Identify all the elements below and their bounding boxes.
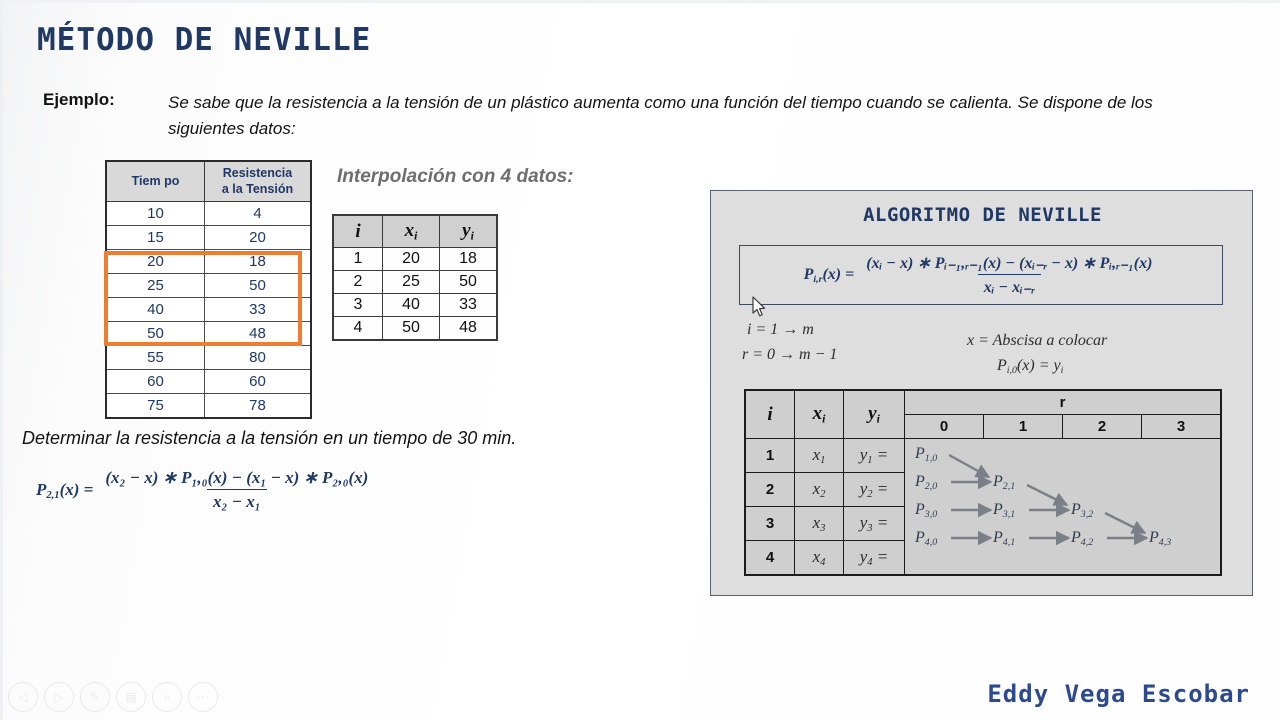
interpolation-table [332,214,498,341]
interp-header-x-text: x [404,220,415,241]
note-r-range: r = 0 → m − 1 [742,346,838,363]
algorithm-panel [710,190,1253,596]
algorithm-table [744,389,1222,576]
cell-i: 3 [333,294,383,317]
algo-header-y-text: y [868,402,877,424]
note-index-range: i = 1 → m [747,321,814,338]
next-slide-icon: ▷ [54,690,64,704]
algorithm-node-P20: $P_{2,0}$ [915,473,938,492]
note-base-case-p: P [997,357,1007,374]
algo-cell-y: $y_1$ = [844,439,905,473]
algo-header-i [745,390,795,439]
algorithm-node-grid [905,439,1222,576]
cell-resistencia: 50 [205,274,312,298]
formula-p21-fraction [99,468,374,512]
author-signature: Eddy Vega Escobar [987,680,1250,708]
table-row [745,439,1221,473]
algorithm-formula-denominator: xᵢ − xᵢ₋ᵣ [978,274,1041,297]
interp-header-y [440,215,498,248]
algo-header-i-text: i [767,403,773,425]
algo-cell-index: 1 [745,439,795,473]
algorithm-formula [804,253,1159,297]
algo-header-x-sub: i [822,412,826,426]
formula-p21-lhs-sub: 2,1 [46,489,60,501]
algorithm-node-P41: $P_{4,1}$ [993,529,1016,548]
note-base-case [997,357,1063,376]
algorithm-formula-box [739,245,1223,305]
algo-cell-x: $x_4$ [795,541,844,576]
algo-cell-x: $x_3$ [795,507,844,541]
more-options-button[interactable] [188,682,218,712]
column-header-resistencia-line1: Resistencia [222,166,293,180]
cell-tiempo: 20 [106,250,205,274]
interpolation-header-row [333,215,497,248]
algorithm-formula-lhs [804,266,855,285]
interpolation-table-body [333,248,497,341]
algo-cell-x: $x_2$ [795,473,844,507]
cell-tiempo: 40 [106,298,205,322]
previous-slide-icon: ◁ [18,690,28,704]
cell-resistencia: 4 [205,202,312,226]
table-row [106,322,311,346]
presentation-toolbar[interactable] [8,682,218,712]
formula-p21-lhs-arg: (x) = [59,479,94,499]
cell-resistencia: 78 [205,394,312,419]
algo-header-r-0: 0 [905,415,984,439]
cell-y: 48 [440,317,498,341]
cell-tiempo: 60 [106,370,205,394]
interpolation-heading: Interpolación con 4 datos: [337,166,574,187]
list-item [333,248,497,271]
cell-i: 4 [333,317,383,341]
formula-p21-lhs-p: P [36,479,47,499]
algorithm-formula-lhs-p: P [803,265,814,283]
interp-header-i-text: i [355,220,361,242]
algorithm-node-P40: $P_{4,0}$ [915,529,938,548]
list-item [333,271,497,294]
cell-tiempo: 25 [106,274,205,298]
cell-resistencia: 60 [205,370,312,394]
algo-cell-index: 2 [745,473,795,507]
cell-tiempo: 75 [106,394,205,419]
cell-x: 20 [383,248,440,271]
algo-header-x [795,390,844,439]
cell-resistencia: 18 [205,250,312,274]
cell-i: 1 [333,248,383,271]
algorithm-formula-lhs-sub: i,r [813,273,823,285]
list-item [333,294,497,317]
column-header-tiempo: Tiem po [106,161,205,202]
algorithm-table-body [745,439,1221,576]
cell-x: 50 [383,317,440,341]
cell-tiempo: 50 [106,322,205,346]
algo-header-y [844,390,905,439]
cell-resistencia: 80 [205,346,312,370]
algorithm-title: ALGORITMO DE NEVILLE [863,204,1102,226]
example-text: Se sabe que la resistencia a la tensión de un plástico aumenta como una función del tiempo cuando se calienta. Se dispone de los siguientes datos: [168,93,1153,139]
table-row [106,250,311,274]
table-row [106,394,311,419]
more-options-icon: ⋯ [197,690,209,704]
table-row [106,202,311,226]
cell-resistencia: 20 [205,226,312,250]
data-table [105,160,312,419]
cell-resistencia: 48 [205,322,312,346]
pen-tool-icon: ✎ [89,690,101,704]
table-header-row [106,161,311,202]
slide-top-edge [0,0,1280,3]
algorithm-node-P30: $P_{3,0}$ [915,501,938,520]
table-row [106,346,311,370]
column-header-resistencia [205,161,312,202]
algorithm-node-P21: $P_{2,1}$ [993,473,1016,492]
algo-header-r: r [905,390,1222,415]
list-item [333,317,497,341]
algo-cell-y: $y_3$ = [844,507,905,541]
page-title: MÉTODO DE NEVILLE [37,22,372,58]
algorithm-node-P31: $P_{3,1}$ [993,501,1016,520]
algorithm-formula-lhs-arg: (x) = [822,265,855,283]
algo-cell-y: $y_2$ = [844,473,905,507]
column-header-resistencia-line2: a la Tensión [221,181,294,196]
algo-cell-y: $y_4$ = [844,541,905,576]
algo-header-r-2: 2 [1063,415,1142,439]
determinar-text: Determinar la resistencia a la tensión en un tiempo de 30 min. [22,428,517,448]
cell-y: 33 [440,294,498,317]
zoom-button[interactable] [152,682,182,712]
table-row [106,370,311,394]
algo-header-r-3: 3 [1142,415,1222,439]
cell-y: 50 [440,271,498,294]
note-base-case-sub: i,0 [1006,364,1017,376]
table-row [106,274,311,298]
cell-x: 40 [383,294,440,317]
cell-tiempo: 10 [106,202,205,226]
table-row [106,298,311,322]
cell-y: 18 [440,248,498,271]
interp-header-x [383,215,440,248]
algorithm-node-P10: $P_{1,0}$ [915,445,938,464]
cell-tiempo: 15 [106,226,205,250]
interp-header-x-sub: i [414,229,418,243]
algo-header-x-text: x [812,402,823,424]
example-label: Ejemplo: [43,90,115,109]
formula-p21-denominator: x₂ − x₁ [207,489,267,512]
algorithm-node-P42: $P_{4,2}$ [1071,529,1094,548]
formula-p21-lhs [36,480,93,501]
previous-slide-button[interactable] [8,682,38,712]
interp-header-y-text: y [462,220,471,241]
zoom-icon: ⌕ [163,689,171,704]
formula-p21-numerator: (x₂ − x) ∗ P₁,₀(x) − (x₁ − x) ∗ P₂,₀(x) [105,468,369,487]
algorithm-node-P43: $P_{4,3}$ [1149,529,1172,548]
interp-header-i [333,215,383,248]
cell-x: 25 [383,271,440,294]
algorithm-node-P32: $P_{3,2}$ [1071,501,1094,520]
algo-cell-index: 3 [745,507,795,541]
slide-overview-button[interactable] [116,682,146,712]
formula-p21 [36,468,374,512]
note-base-case-rest: (x) = y [1016,357,1061,374]
algo-cell-index: 4 [745,541,795,576]
note-abscissa: x = Abscisa a colocar [967,332,1108,349]
interp-header-y-sub: i [470,229,474,243]
pen-tool-button[interactable] [80,682,110,712]
slide-left-edge [0,0,3,720]
cell-tiempo: 55 [106,346,205,370]
algo-header-y-sub: i [876,412,880,426]
note-base-case-rest-sub: i [1060,364,1064,376]
next-slide-button[interactable] [44,682,74,712]
algo-header-r-1: 1 [984,415,1063,439]
slide-overview-icon: ▤ [125,690,137,704]
table-row [106,226,311,250]
algorithm-formula-fraction [860,253,1158,297]
algorithm-formula-numerator: (xᵢ − x) ∗ Pᵢ₋₁,ᵣ₋₁(x) − (xᵢ₋ᵣ − x) ∗ Pᵢ,ᵣ₋₁(x) [866,255,1153,272]
cell-i: 2 [333,271,383,294]
algo-cell-x: $x_1$ [795,439,844,473]
algorithm-table-header-row-1 [745,390,1221,415]
data-table-body [106,202,311,419]
cell-resistencia: 33 [205,298,312,322]
